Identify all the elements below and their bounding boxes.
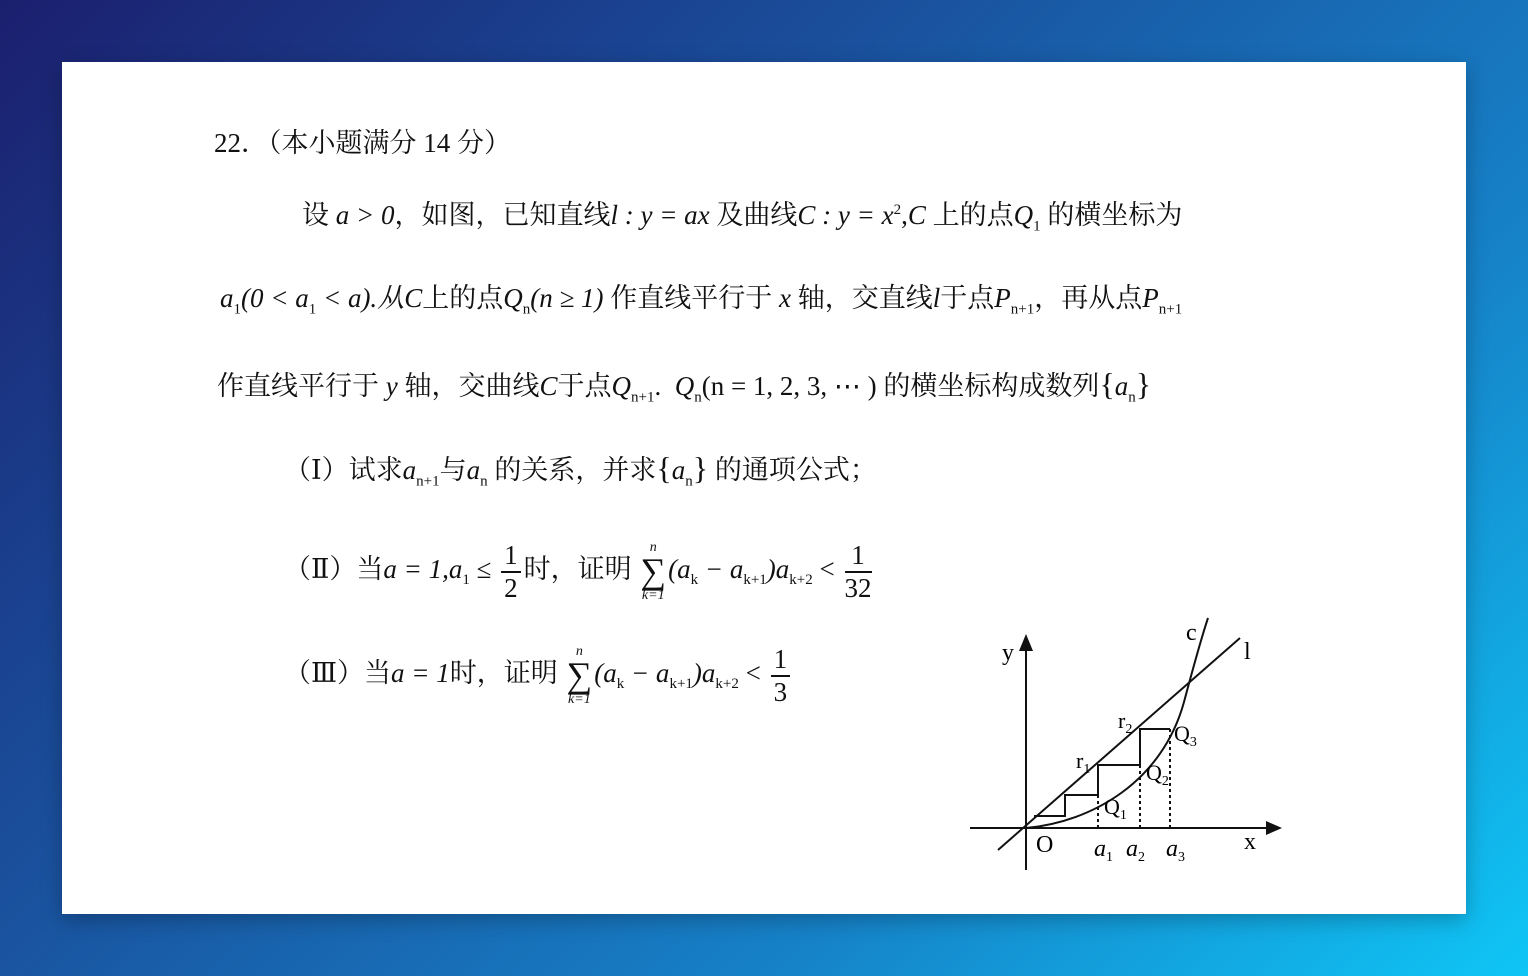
math: )a bbox=[692, 657, 716, 688]
subscript: n bbox=[480, 473, 488, 490]
subscript: 1 bbox=[462, 572, 470, 589]
math: Q bbox=[503, 283, 523, 313]
subscript: k bbox=[690, 572, 699, 589]
text: 作直线平行于 bbox=[603, 283, 773, 313]
math: C bbox=[404, 283, 423, 313]
math: a = 1, bbox=[383, 553, 449, 584]
math: a > 0 bbox=[335, 200, 395, 230]
text: （Ⅱ）当 bbox=[284, 553, 384, 584]
text: , bbox=[901, 200, 908, 230]
graph-figure bbox=[962, 612, 1292, 882]
math: l : y = ax bbox=[610, 200, 710, 230]
brace: { bbox=[656, 450, 672, 486]
superscript: 2 bbox=[893, 202, 902, 218]
paragraph-line-1 bbox=[302, 200, 1183, 235]
text: （Ⅰ）试求 bbox=[284, 455, 403, 485]
label-a3: $a_3$ bbox=[1166, 836, 1185, 865]
math: (a bbox=[668, 553, 691, 584]
subscript: n+1 bbox=[1010, 301, 1035, 318]
math: a bbox=[402, 455, 417, 485]
x-axis-arrow bbox=[1266, 821, 1282, 835]
text: 轴，交直线 bbox=[791, 283, 933, 313]
question-2 bbox=[284, 540, 875, 603]
text: （Ⅲ）当 bbox=[284, 657, 392, 688]
label-r1: $r_1$ bbox=[1076, 748, 1091, 777]
label-r2: $r_2$ bbox=[1118, 708, 1133, 737]
text: 时，证明 bbox=[449, 657, 558, 688]
math: − a bbox=[698, 553, 744, 584]
label-l: l bbox=[1244, 639, 1251, 665]
text: 与 bbox=[439, 455, 467, 485]
math: Q bbox=[1013, 200, 1034, 230]
text: 作直线平行于 bbox=[217, 371, 379, 401]
math: (a bbox=[594, 657, 617, 688]
label-q1: $Q_1$ bbox=[1104, 794, 1127, 823]
math: a bbox=[295, 283, 309, 313]
brace: } bbox=[692, 450, 709, 486]
label-q2: $Q_2$ bbox=[1146, 760, 1169, 789]
text: < bbox=[738, 657, 761, 688]
subscript: n bbox=[685, 473, 693, 490]
subscript: k+1 bbox=[743, 572, 767, 589]
math: )a bbox=[766, 553, 790, 584]
label-a2: $a_2$ bbox=[1126, 836, 1145, 865]
subscript: n bbox=[694, 389, 702, 406]
math: x bbox=[779, 283, 791, 313]
math: < a).从 bbox=[322, 283, 405, 313]
label-q3: $Q_3$ bbox=[1174, 721, 1197, 750]
subscript: k+2 bbox=[789, 572, 813, 589]
subscript: n+1 bbox=[416, 473, 440, 490]
math: P bbox=[1142, 283, 1159, 313]
text: ，再从点 bbox=[1034, 283, 1143, 313]
math: a = 1 bbox=[391, 657, 450, 688]
math: C bbox=[907, 200, 926, 230]
math: C bbox=[539, 371, 558, 401]
text: 的通项公式； bbox=[708, 455, 877, 485]
math: a bbox=[448, 553, 463, 584]
fraction: $\frac{1}{2}$ bbox=[501, 542, 521, 602]
brace: { bbox=[1099, 366, 1115, 402]
math: a bbox=[671, 455, 686, 485]
text: . bbox=[654, 371, 662, 401]
fraction: $\frac{1}{3}$ bbox=[771, 646, 791, 706]
text: 上的点 bbox=[925, 200, 1014, 230]
subscript: 1 bbox=[308, 301, 317, 318]
label-x: x bbox=[1244, 829, 1256, 855]
summation: n ∑ k=1 bbox=[566, 644, 593, 707]
problem-header: 22．（本小题满分 14 分） bbox=[214, 128, 511, 158]
math: y bbox=[385, 371, 398, 401]
text: 设 bbox=[302, 200, 329, 230]
label-y: y bbox=[1002, 640, 1014, 666]
label-origin: O bbox=[1036, 832, 1054, 858]
math: a bbox=[466, 455, 481, 485]
math: C : y = x bbox=[797, 200, 894, 230]
math: P bbox=[994, 283, 1011, 313]
math: Q bbox=[611, 371, 631, 401]
text: < bbox=[812, 553, 835, 584]
fraction: $\frac{1}{32}$ bbox=[844, 539, 872, 603]
label-c: c bbox=[1186, 620, 1197, 646]
problem-card bbox=[62, 62, 1466, 914]
subscript: n+1 bbox=[1158, 301, 1183, 318]
text: 时，证明 bbox=[523, 553, 632, 584]
brace: } bbox=[1135, 366, 1152, 402]
subscript: n bbox=[522, 301, 531, 318]
subscript: 1 bbox=[233, 301, 241, 318]
subscript: n+1 bbox=[631, 389, 655, 406]
math: l bbox=[932, 283, 941, 313]
question-3 bbox=[284, 644, 793, 707]
math: Q bbox=[674, 371, 695, 401]
subscript: n bbox=[1128, 389, 1136, 406]
summation: n ∑ k=1 bbox=[640, 540, 667, 603]
label-a1: $a_1$ bbox=[1094, 836, 1113, 865]
math: (n ≥ 1) bbox=[530, 283, 604, 313]
paragraph-line-2 bbox=[220, 283, 1183, 318]
subscript: k bbox=[616, 676, 625, 693]
text: 及曲线 bbox=[709, 200, 798, 230]
math: a bbox=[220, 283, 234, 313]
text: 上的点 bbox=[422, 283, 504, 313]
subscript: 1 bbox=[1033, 218, 1041, 235]
math: a bbox=[1114, 371, 1129, 401]
text: 的关系，并求 bbox=[487, 455, 657, 485]
text: 轴，交曲线 bbox=[397, 371, 540, 401]
text: ，如图，已知直线 bbox=[394, 200, 611, 230]
subscript: k+1 bbox=[669, 676, 693, 693]
text: 的横坐标为 bbox=[1040, 200, 1183, 230]
text: (n = 1, 2, 3, ⋯ ) 的横坐标构成数列 bbox=[701, 371, 1100, 401]
math: (0 < bbox=[241, 283, 289, 313]
subscript: k+2 bbox=[715, 676, 739, 693]
y-axis-arrow bbox=[1019, 634, 1033, 651]
paragraph-line-3 bbox=[217, 366, 1152, 406]
question-1 bbox=[284, 450, 877, 490]
text: ≤ bbox=[476, 553, 492, 584]
text: 于点 bbox=[557, 371, 612, 401]
text: 于点 bbox=[940, 283, 995, 313]
math: − a bbox=[624, 657, 670, 688]
